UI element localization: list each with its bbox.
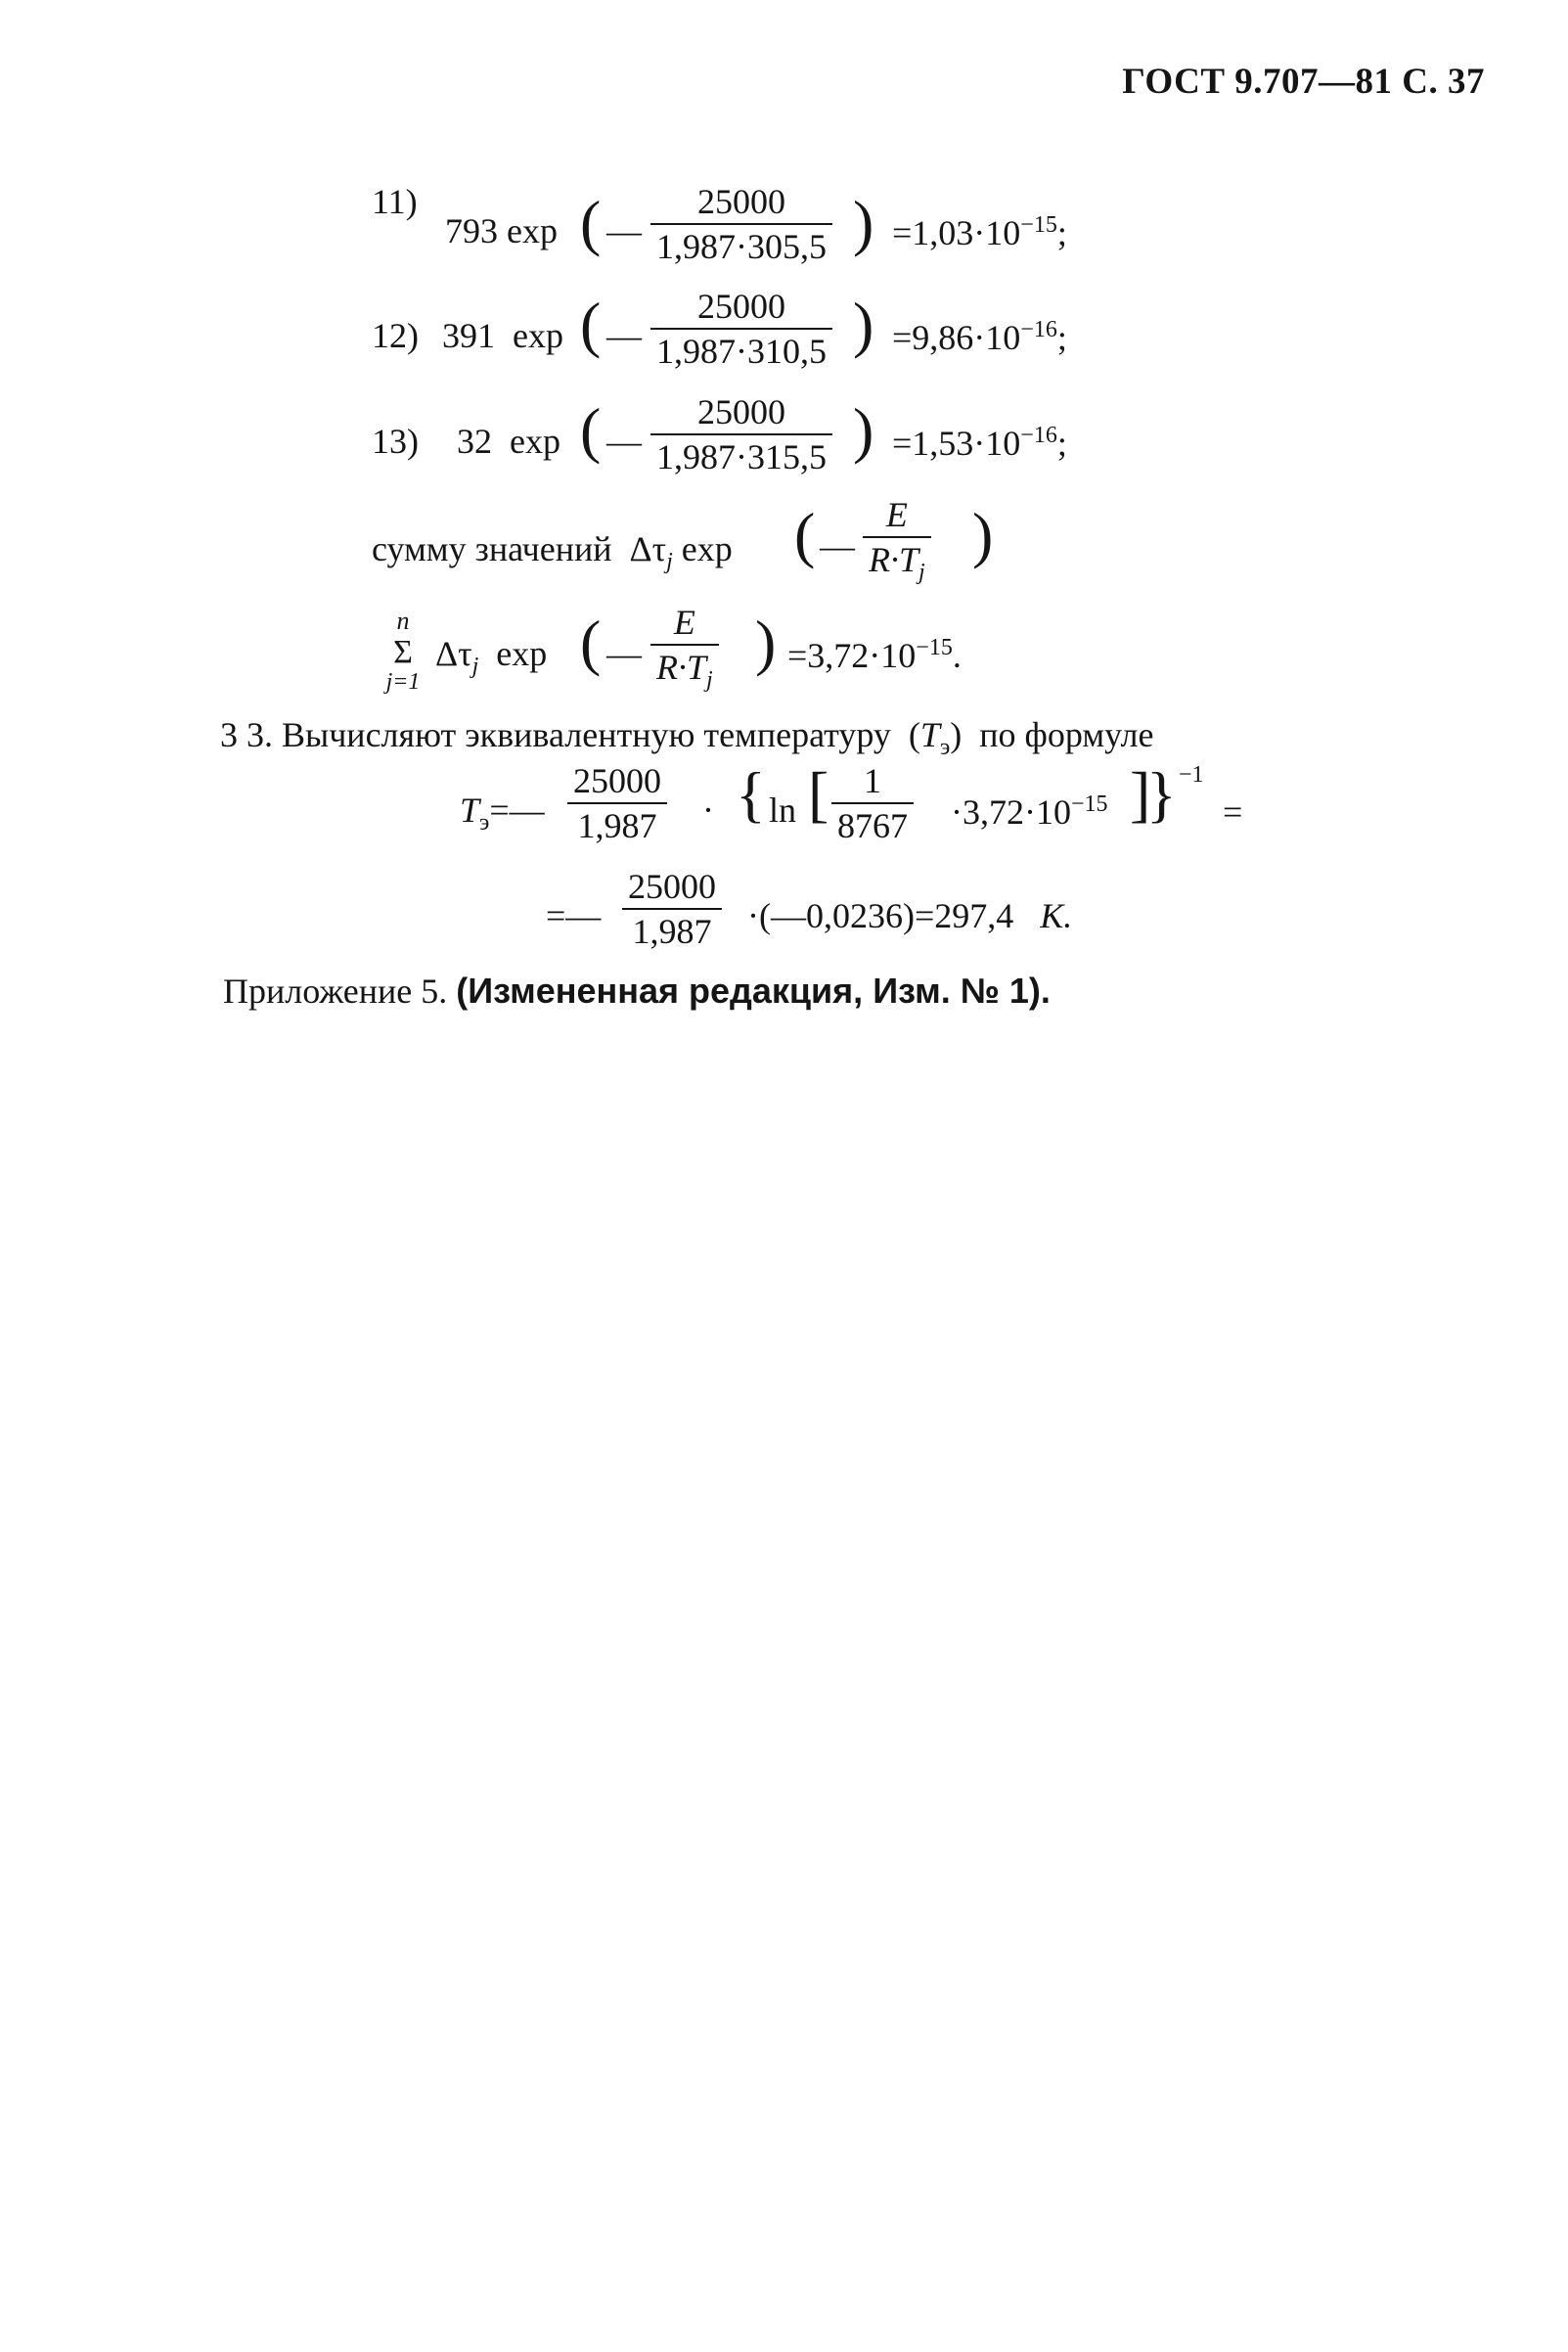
right-bracket: ]	[1130, 759, 1151, 829]
left-paren: (	[794, 500, 816, 569]
fraction: $\frac{25000}{1,987\cdot 315,5}$	[650, 394, 832, 475]
result: $=3,72\cdot 10^{-15}$.	[787, 635, 962, 675]
outer-exponent: −1	[1179, 762, 1204, 788]
equation-13	[372, 424, 419, 459]
equation-label: 13)	[372, 422, 419, 461]
page-header: ГОСТ 9.707—81 С. 37	[1122, 62, 1485, 102]
right-paren: )	[853, 188, 874, 257]
equation-13-coef: 32 exp	[457, 422, 560, 461]
ln-function: ln	[769, 791, 797, 830]
sum-text: сумму значений $\Delta\tau_j$ exp	[372, 529, 733, 575]
fraction: $\frac{E}{R\cdot T_j}$	[650, 605, 719, 692]
right-paren: )	[972, 500, 994, 569]
fraction: $\frac{1}{8767}$	[831, 763, 914, 843]
right-paren: )	[853, 290, 874, 359]
right-paren: )	[755, 608, 777, 677]
fraction: $\frac{25000}{1,987\cdot 310,5}$	[650, 289, 832, 369]
sum-term: $\Delta\tau_j$ exp	[435, 634, 548, 680]
fraction: $\frac{E}{R\cdot T_j}$	[863, 497, 931, 584]
result: ·(—0,0236)=297,4 K.	[747, 896, 1073, 935]
right-brace: }	[1146, 759, 1177, 829]
left-paren: (	[580, 395, 602, 465]
left-paren: (	[580, 188, 602, 257]
equation-12	[372, 318, 419, 353]
fraction: $\frac{25000}{1,987}$	[567, 763, 667, 843]
left-paren: (	[580, 290, 602, 359]
minus-sign: —	[606, 634, 642, 673]
equation-label: 12)	[372, 316, 419, 355]
equation-label: 11)	[372, 182, 418, 221]
fraction: $\frac{25000}{1,987}$	[622, 869, 722, 949]
minus-sign: —	[606, 211, 642, 250]
formula-continuation: =—	[546, 896, 602, 935]
left-paren: (	[580, 608, 602, 677]
minus-sign: —	[606, 316, 642, 355]
equals-sign: =	[1223, 792, 1243, 832]
equation-12-coef: 391 exp	[442, 316, 563, 355]
minus-sign: —	[820, 526, 855, 565]
section-heading: 3 3. Вычисляют эквивалентную температуру $(T_э)$ по формуле	[220, 715, 1154, 761]
right-paren: )	[853, 395, 874, 465]
equation-11-coef: 793 exp	[445, 211, 558, 250]
result: $=9,86\cdot 10^{-16}$;	[892, 317, 1067, 357]
formula-lhs: $T_э=—$	[460, 791, 545, 837]
appendix-note: Приложение 5. (Измененная редакция, Изм. № 1).	[223, 971, 1051, 1011]
summation: n Σ j=1	[385, 607, 421, 695]
dot-operator: ·	[702, 791, 714, 830]
minus-sign: —	[606, 422, 642, 461]
result: $=1,03\cdot 10^{-15}$;	[892, 212, 1067, 252]
left-bracket: [	[808, 759, 829, 829]
left-brace: {	[736, 759, 766, 829]
equation-11	[372, 184, 418, 219]
result: $=1,53\cdot 10^{-16}$;	[892, 423, 1067, 463]
inner-term: $\cdot 3,72\cdot 10^{-15}$	[951, 792, 1108, 832]
fraction: $\frac{25000}{1,987\cdot 305,5}$	[650, 184, 832, 264]
